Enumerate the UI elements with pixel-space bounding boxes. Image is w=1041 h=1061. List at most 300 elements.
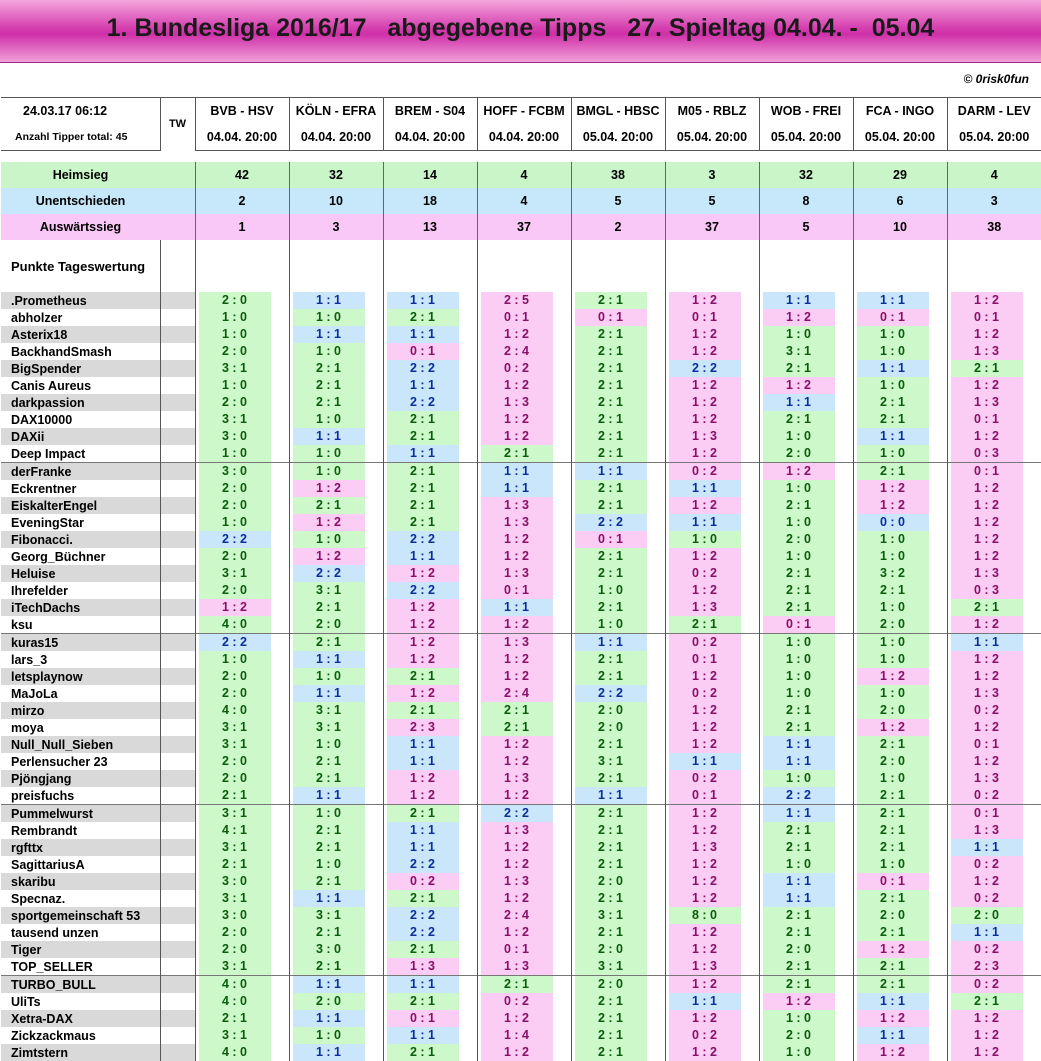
tip-value: 1 : 2 [387, 565, 459, 582]
tip-cell [195, 839, 289, 856]
tip-value: 2 : 1 [387, 497, 459, 514]
tip-value: 1 : 0 [857, 856, 929, 873]
tip-value: 2 : 4 [481, 343, 553, 360]
tip-cell [477, 839, 571, 856]
tip-value: 2 : 1 [951, 993, 1023, 1010]
tip-value: 2 : 1 [763, 719, 835, 736]
tip-value: 2 : 0 [763, 531, 835, 548]
table-row [1, 770, 1041, 787]
tip-value: 2 : 1 [575, 497, 647, 514]
tip-value: 1 : 0 [293, 343, 365, 360]
tip-value: 1 : 1 [387, 822, 459, 839]
tip-value: 3 : 0 [199, 428, 271, 445]
tip-value: 2 : 1 [763, 822, 835, 839]
stat-value: 37 [665, 214, 759, 240]
player-name: MaJoLa [11, 686, 58, 701]
table-row [1, 497, 1041, 514]
tip-cell [289, 856, 383, 873]
tip-cell [289, 976, 383, 994]
tip-cell [477, 1027, 571, 1044]
table-row [1, 958, 1041, 976]
tip-cell [477, 907, 571, 924]
tip-value: 1 : 2 [669, 976, 741, 993]
tip-value: 2 : 5 [481, 292, 553, 309]
tip-cell [947, 582, 1041, 599]
table-row [1, 565, 1041, 582]
tip-value: 3 : 1 [293, 702, 365, 719]
tip-cell [853, 1044, 947, 1061]
tip-cell [195, 787, 289, 805]
stat-value: 4 [477, 162, 571, 188]
tip-value: 1 : 2 [669, 805, 741, 822]
tip-cell [759, 958, 853, 976]
table-row [1, 890, 1041, 907]
tip-cell [477, 924, 571, 941]
tip-cell [947, 326, 1041, 343]
tip-value: 1 : 0 [199, 445, 271, 462]
tip-cell [477, 360, 571, 377]
tip-value: 3 : 1 [575, 958, 647, 975]
tip-cell [947, 514, 1041, 531]
stat-value: 3 [665, 162, 759, 188]
tip-cell [571, 1027, 665, 1044]
stat-value: 4 [477, 188, 571, 214]
tw-cell [160, 343, 195, 360]
tip-value: 1 : 2 [481, 428, 553, 445]
tip-value: 2 : 2 [387, 856, 459, 873]
tip-cell [853, 411, 947, 428]
tip-value: 1 : 1 [293, 787, 365, 804]
tip-value: 1 : 2 [387, 787, 459, 804]
tip-cell [289, 1010, 383, 1027]
tip-cell [195, 634, 289, 652]
tip-value: 0 : 2 [669, 565, 741, 582]
tip-value: 1 : 2 [857, 1010, 929, 1027]
player-name: Eckrentner [11, 481, 77, 496]
tip-cell [195, 445, 289, 463]
tip-value: 1 : 1 [763, 292, 835, 309]
tip-cell [759, 497, 853, 514]
tip-cell [947, 736, 1041, 753]
tip-cell [571, 822, 665, 839]
tip-value: 1 : 3 [481, 873, 553, 890]
tip-cell [383, 463, 477, 481]
tip-value: 1 : 0 [669, 531, 741, 548]
tip-cell [477, 941, 571, 958]
tip-value: 1 : 1 [293, 651, 365, 668]
tip-value: 2 : 2 [293, 565, 365, 582]
table-row [1, 856, 1041, 873]
tip-cell [853, 702, 947, 719]
tip-cell [289, 753, 383, 770]
table-row [1, 343, 1041, 360]
tip-cell [571, 326, 665, 343]
tip-cell [195, 924, 289, 941]
tip-cell [571, 343, 665, 360]
tip-value: 0 : 2 [669, 1027, 741, 1044]
tip-cell [383, 599, 477, 616]
tip-value: 1 : 1 [763, 394, 835, 411]
tw-cell [160, 941, 195, 958]
player-name: Pjöngjang [1, 770, 160, 787]
stat-value: 8 [759, 188, 853, 214]
tip-value: 0 : 1 [951, 463, 1023, 480]
tip-value: 2 : 1 [857, 839, 929, 856]
tip-value: 2 : 0 [763, 941, 835, 958]
tip-value: 2 : 1 [857, 787, 929, 804]
tip-cell [195, 651, 289, 668]
tip-value: 2 : 1 [575, 839, 647, 856]
tip-value: 3 : 1 [575, 753, 647, 770]
stat-row-draw [1, 188, 1041, 214]
tip-value: 1 : 3 [481, 822, 553, 839]
tip-value: 1 : 0 [763, 548, 835, 565]
player-name: EveningStar [11, 515, 84, 530]
tip-value: 1 : 2 [669, 1010, 741, 1027]
tip-value: 1 : 1 [669, 993, 741, 1010]
tip-value: 1 : 2 [857, 497, 929, 514]
tip-value: 1 : 2 [669, 582, 741, 599]
tip-cell [477, 993, 571, 1010]
tip-cell [195, 463, 289, 481]
tip-cell [383, 445, 477, 463]
tip-value: 1 : 2 [481, 531, 553, 548]
tip-value: 2 : 1 [575, 993, 647, 1010]
tip-value: 2 : 0 [575, 873, 647, 890]
tip-value: 1 : 2 [481, 924, 553, 941]
tip-value: 2 : 1 [575, 736, 647, 753]
player-name: Null_Null_Sieben [1, 736, 160, 753]
table-row [1, 907, 1041, 924]
tip-cell [853, 770, 947, 787]
tip-cell [195, 343, 289, 360]
table-row [1, 1027, 1041, 1044]
tw-cell [160, 993, 195, 1010]
tw-cell [160, 736, 195, 753]
tip-value: 4 : 0 [199, 702, 271, 719]
tip-cell [195, 770, 289, 787]
table-row [1, 805, 1041, 823]
tip-cell [383, 497, 477, 514]
tip-cell [853, 548, 947, 565]
tip-cell [665, 497, 759, 514]
tip-value: 2 : 1 [387, 514, 459, 531]
tip-value: 1 : 0 [857, 531, 929, 548]
points-row [1, 240, 1041, 292]
tip-value: 2 : 1 [575, 805, 647, 822]
tip-value: 1 : 1 [387, 548, 459, 565]
tip-cell [665, 1010, 759, 1027]
tw-cell [160, 1027, 195, 1044]
tip-cell [477, 753, 571, 770]
tip-value: 1 : 0 [763, 856, 835, 873]
tip-value: 2 : 1 [575, 890, 647, 907]
match-time: 04.04. 20:00 [195, 124, 289, 151]
tip-cell [947, 822, 1041, 839]
table-row [1, 582, 1041, 599]
stat-value: 29 [853, 162, 947, 188]
player-name: Specnaz. [11, 891, 66, 906]
tip-cell [571, 839, 665, 856]
tip-value: 0 : 1 [951, 736, 1023, 753]
tip-value: 1 : 2 [481, 839, 553, 856]
tip-value: 0 : 0 [857, 514, 929, 531]
stat-value: 6 [853, 188, 947, 214]
tip-value: 0 : 1 [387, 343, 459, 360]
tip-cell [853, 873, 947, 890]
tip-value: 1 : 3 [669, 428, 741, 445]
player-name: TOP_SELLER [11, 959, 93, 974]
tip-cell [383, 651, 477, 668]
match-time: 05.04. 20:00 [665, 124, 759, 151]
tip-value: 2 : 2 [199, 634, 271, 651]
tip-value: 2 : 1 [857, 976, 929, 993]
tip-value: 0 : 2 [951, 976, 1023, 993]
tip-value: 1 : 2 [951, 514, 1023, 531]
tw-cell [160, 856, 195, 873]
tip-cell [477, 377, 571, 394]
tip-value: 2 : 1 [575, 770, 647, 787]
tip-value: 2 : 2 [387, 924, 459, 941]
tip-cell [289, 463, 383, 481]
tip-cell [665, 548, 759, 565]
tip-value: 2 : 1 [293, 924, 365, 941]
stat-value: 1 [195, 214, 289, 240]
player-name: Perlensucher 23 [11, 754, 108, 769]
stat-value: 5 [759, 214, 853, 240]
player-name: derFranke [1, 463, 160, 481]
tip-value: 2 : 2 [199, 531, 271, 548]
tip-value: 1 : 2 [669, 292, 741, 309]
tw-cell [160, 428, 195, 445]
tip-cell [759, 514, 853, 531]
tip-cell [195, 565, 289, 582]
tip-cell [853, 890, 947, 907]
tip-cell [759, 548, 853, 565]
tip-cell [477, 805, 571, 823]
tip-value: 2 : 1 [763, 565, 835, 582]
tip-cell [195, 736, 289, 753]
tw-cell [160, 702, 195, 719]
tip-value: 2 : 1 [387, 941, 459, 958]
tip-value: 0 : 2 [669, 770, 741, 787]
tip-cell [665, 702, 759, 719]
player-name: Zimtstern [1, 1044, 160, 1061]
tip-value: 4 : 0 [199, 976, 271, 993]
page-title: 1. Bundesliga 2016/17 abgegebene Tipps 27. Spieltag 04.04. - 05.04 [106, 14, 935, 42]
tip-cell [759, 822, 853, 839]
tip-value: 2 : 2 [575, 514, 647, 531]
tip-cell [947, 394, 1041, 411]
tip-cell [759, 993, 853, 1010]
tip-cell [665, 292, 759, 309]
tip-value: 2 : 1 [387, 428, 459, 445]
tip-cell [195, 890, 289, 907]
tip-value: 1 : 0 [763, 326, 835, 343]
tip-cell [477, 497, 571, 514]
table-row [1, 309, 1041, 326]
tip-cell [477, 548, 571, 565]
tip-cell [477, 787, 571, 805]
tip-cell [947, 651, 1041, 668]
match-time: 05.04. 20:00 [571, 124, 665, 151]
tip-cell [665, 599, 759, 616]
tip-value: 2 : 0 [199, 668, 271, 685]
tip-value: 2 : 4 [481, 685, 553, 702]
tip-cell [853, 445, 947, 463]
tip-cell [853, 497, 947, 514]
tip-value: 2 : 1 [575, 668, 647, 685]
tw-cell [160, 924, 195, 941]
tip-value: 3 : 1 [199, 1027, 271, 1044]
tip-value: 1 : 2 [481, 326, 553, 343]
tip-cell [853, 958, 947, 976]
tip-value: 2 : 2 [387, 531, 459, 548]
stat-value: 38 [947, 214, 1041, 240]
tip-value: 3 : 1 [199, 719, 271, 736]
tip-cell [853, 736, 947, 753]
tip-cell [947, 770, 1041, 787]
tip-cell [853, 753, 947, 770]
tip-value: 2 : 1 [575, 599, 647, 616]
tw-cell [160, 599, 195, 616]
tip-value: 0 : 1 [951, 411, 1023, 428]
tip-cell [383, 531, 477, 548]
tip-value: 1 : 1 [763, 873, 835, 890]
tip-value: 2 : 1 [481, 702, 553, 719]
tip-cell [947, 480, 1041, 497]
tip-value: 1 : 0 [763, 480, 835, 497]
tip-cell [759, 805, 853, 823]
tip-value: 1 : 2 [199, 599, 271, 616]
tip-value: 2 : 0 [199, 480, 271, 497]
tip-value: 2 : 1 [293, 377, 365, 394]
tip-value: 1 : 2 [951, 480, 1023, 497]
tip-cell [195, 394, 289, 411]
tip-value: 1 : 2 [481, 856, 553, 873]
table-row [1, 736, 1041, 753]
table-row [1, 616, 1041, 634]
tip-cell [665, 719, 759, 736]
tip-cell [571, 463, 665, 481]
tip-value: 3 : 1 [199, 360, 271, 377]
tip-cell [383, 770, 477, 787]
tip-value: 3 : 1 [199, 890, 271, 907]
tip-cell [383, 1010, 477, 1027]
tip-cell [665, 634, 759, 652]
tip-cell [195, 958, 289, 976]
tip-value: 1 : 1 [669, 753, 741, 770]
tw-cell [160, 292, 195, 309]
tip-value: 1 : 1 [293, 685, 365, 702]
tip-cell [853, 463, 947, 481]
tip-cell [289, 941, 383, 958]
tip-cell [477, 1010, 571, 1027]
tip-value: 1 : 2 [669, 411, 741, 428]
tip-cell [289, 428, 383, 445]
table-row [1, 787, 1041, 805]
tip-value: 0 : 1 [857, 873, 929, 890]
tip-cell [383, 924, 477, 941]
tip-cell [383, 428, 477, 445]
tip-value: 2 : 1 [387, 668, 459, 685]
tip-value: 0 : 1 [951, 309, 1023, 326]
tip-value: 1 : 0 [857, 548, 929, 565]
stat-label: Heimsieg [1, 162, 160, 188]
stat-value: 5 [571, 188, 665, 214]
tip-value: 0 : 1 [669, 787, 741, 804]
tip-value: 1 : 3 [387, 958, 459, 975]
tip-value: 2 : 2 [387, 360, 459, 377]
tip-cell [853, 651, 947, 668]
tip-cell [571, 1044, 665, 1061]
tip-cell [195, 993, 289, 1010]
tip-cell [853, 787, 947, 805]
tip-cell [477, 890, 571, 907]
tip-cell [759, 599, 853, 616]
tip-cell [477, 463, 571, 481]
tip-value: 2 : 1 [575, 480, 647, 497]
tip-cell [289, 548, 383, 565]
tip-cell [477, 873, 571, 890]
tip-value: 1 : 2 [481, 890, 553, 907]
tip-value: 2 : 1 [763, 839, 835, 856]
tw-cell [160, 445, 195, 463]
tip-value: 1 : 0 [763, 514, 835, 531]
tip-value: 2 : 1 [293, 873, 365, 890]
tip-cell [947, 993, 1041, 1010]
stat-value: 13 [383, 214, 477, 240]
tip-cell [383, 582, 477, 599]
tip-cell [383, 907, 477, 924]
tip-value: 1 : 0 [857, 343, 929, 360]
tip-value: 1 : 2 [669, 343, 741, 360]
tip-value: 1 : 2 [951, 651, 1023, 668]
tip-cell [759, 976, 853, 994]
tip-value: 1 : 3 [481, 497, 553, 514]
tip-cell [289, 702, 383, 719]
tip-cell [853, 531, 947, 548]
tip-value: 2 : 1 [951, 599, 1023, 616]
tip-cell [383, 394, 477, 411]
tw-cell [160, 634, 195, 652]
tip-cell [571, 805, 665, 823]
tip-cell [477, 326, 571, 343]
tip-value: 2 : 0 [199, 753, 271, 770]
tip-cell [947, 976, 1041, 994]
tip-value: 1 : 2 [669, 702, 741, 719]
tw-cell [160, 907, 195, 924]
tip-cell [665, 360, 759, 377]
tip-cell [853, 685, 947, 702]
match-header: KÖLN - EFRA [289, 98, 383, 125]
tip-value: 2 : 4 [481, 907, 553, 924]
tip-cell [383, 309, 477, 326]
tip-cell [947, 685, 1041, 702]
tip-value: 1 : 1 [387, 377, 459, 394]
tip-value: 3 : 0 [199, 873, 271, 890]
tip-cell [383, 941, 477, 958]
stat-value: 5 [665, 188, 759, 214]
tip-value: 2 : 1 [857, 890, 929, 907]
tip-cell [853, 993, 947, 1010]
tip-cell [383, 702, 477, 719]
player-name: rgfttx [1, 839, 160, 856]
tip-value: 1 : 1 [293, 890, 365, 907]
table-row [1, 377, 1041, 394]
player-name: darkpassion [1, 394, 160, 411]
tip-cell [665, 822, 759, 839]
